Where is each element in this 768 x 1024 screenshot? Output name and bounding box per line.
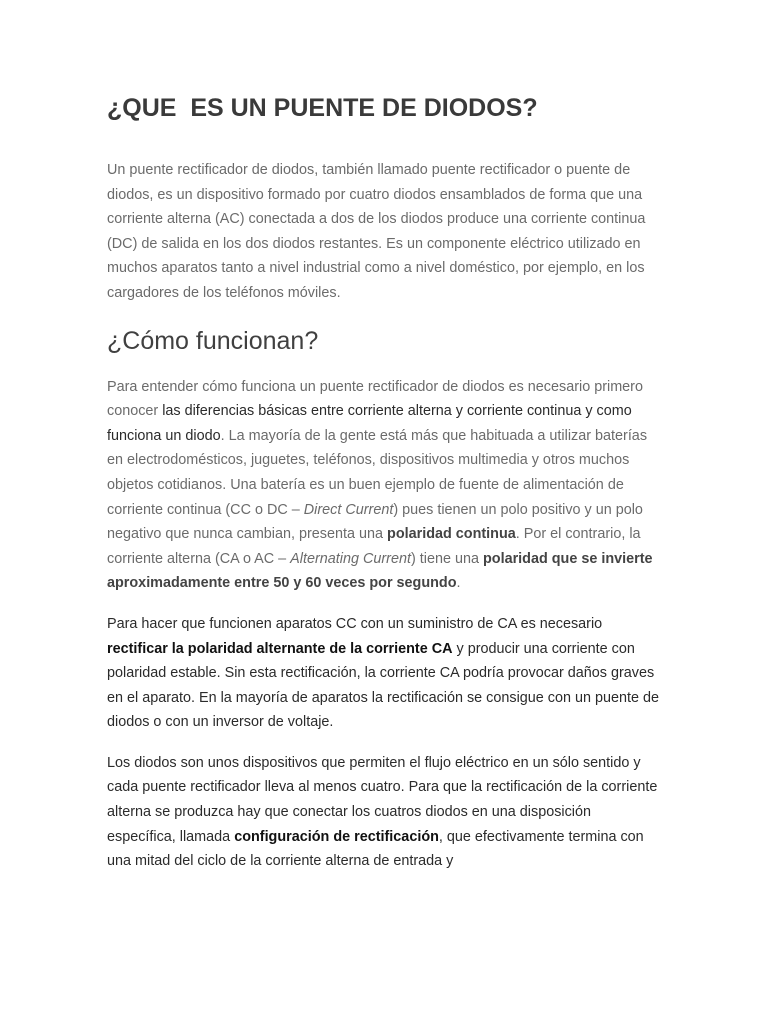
p1-bold-polaridad-invierte: polaridad que se invierte aproximadamente entre 50 y 60 veces por segundo (107, 550, 653, 592)
p1-text-11: . (456, 575, 461, 592)
p2-bold-rectificar: rectificar la polaridad alternante de la corriente CA (107, 640, 453, 657)
paragraph-how-it-works (107, 375, 662, 596)
p1-text-7: . Por el contrario, la corriente alterna (CA o AC – (107, 526, 641, 567)
p1-text-1: Para entender cómo funciona un puente rectificador de diodos es necesario primero conocer (107, 378, 643, 420)
p1-bold-polaridad-continua: polaridad continua (387, 526, 516, 543)
p2-text-1: Para hacer que funcionen aparatos CC con un suministro de CA es necesario (107, 615, 603, 632)
p1-emphasis-direct-current: Direct Current (303, 501, 394, 518)
p1-text-5: ) pues tienen un polo positivo y un polo negativo que nunca cambian, presenta una (107, 501, 643, 543)
p1-text-3: . La mayoría de la gente está más que habituada a utilizar baterías en electrodomésticos, juguetes, teléfonos, dispositivos multimedia y otros muchos objetos cotidianos. Una batería es un buen ejemplo de fuente de alimentación de corriente continua (CC o DC – (107, 427, 648, 518)
p3-text-1: Los diodos son unos dispositivos que permiten el flujo eléctrico en un sólo sentido y cada puente rectificador lleva al menos cuatro. Para que la rectificación de la corriente alterna se produzca hay que conectar los cuatros diodos en una disposición específica, llamada (107, 754, 658, 845)
intro-paragraph: Un puente rectificador de diodos, también llamado puente rectificador o puente de diodos, es un dispositivo formado por cuatro diodos ensamblados de forma que una corriente alterna (AC) conectada a dos de los diodos produce una corriente continua (DC) de salida en los dos diodos restantes. Es un componente eléctrico utilizado en muchos aparatos tanto a nivel industrial como a nivel doméstico, por ejemplo, en los cargadores de los teléfonos móviles. (107, 162, 646, 301)
paragraph-diodes (107, 751, 662, 874)
paragraph-rectification (107, 612, 662, 735)
p3-bold-configuracion: configuración de rectificación (234, 828, 439, 845)
p3-text-3: , que efectivamente termina con una mitad del ciclo de la corriente alterna de entrada y (107, 828, 644, 870)
p2-text-3: y producir una corriente con polaridad estable. Sin esta rectificación, la corriente CA podría provocar daños graves en el aparato. En la mayoría de aparatos la rectificación se consigue con un puente de diodos o con un inversor de voltaje. (107, 640, 659, 731)
p1-text-9: ) tiene una (410, 550, 483, 567)
section-heading: ¿Cómo funcionan? (107, 326, 319, 355)
article-body (107, 88, 662, 874)
p1-emphasis-alternating-current: Alternating Current (290, 550, 411, 567)
page-title: ¿QUE ES UN PUENTE DE DIODOS? (107, 94, 538, 122)
p1-text-2: las diferencias básicas entre corriente alterna y corriente continua y como funciona un diodo (107, 403, 632, 444)
